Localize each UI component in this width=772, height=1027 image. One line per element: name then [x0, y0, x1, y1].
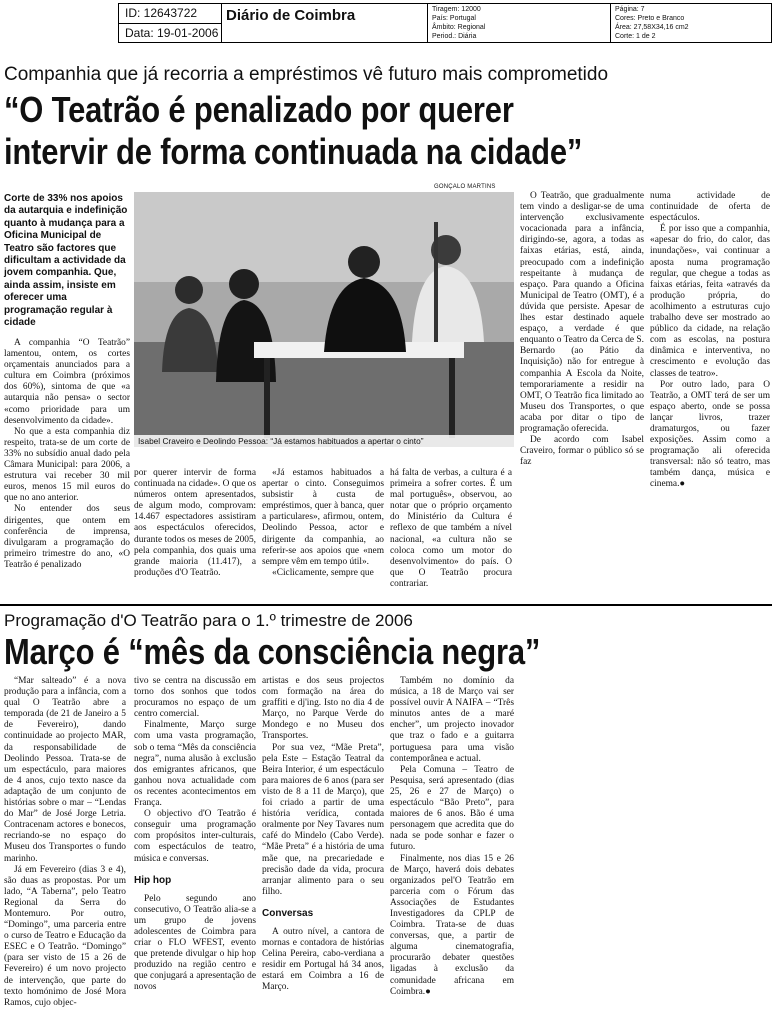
- publication-meta-right: [611, 4, 772, 42]
- meta-line: País: Portugal: [432, 15, 476, 22]
- article1-headline-line2: intervir de forma continuada na cidade”: [4, 131, 583, 172]
- publication-meta-left: [428, 4, 611, 42]
- paragraph: Finalmente, nos dias 15 e 26 de Março, haverá dois debates organizados pel'O Teatrão em parceria com o Fórum das Associações de Estudantes Investigadores da CPLP de Coimbra. Trata-se de duas conversas, que, a partir de alguma cinematografia, procurarão debater questões ligadas à exclusão da comunidade africana em Coimbra.●: [390, 853, 514, 997]
- article1-col3: [262, 468, 384, 579]
- article2-col1: [4, 676, 126, 1009]
- paragraph: É por isso que a companhia, «apesar do frio, do calor, das inundações», vai continuar a aposta numa programação regular, que chegue a todas as faixas etárias, feita «através da produção própria, do acolhimento a estruturas cujo trabalho deve ser mostrado ao público da cidade, na relação com as escolas, na postura dinâmica e interventiva, no crescimento e evolução das classes de teatro».: [650, 224, 770, 379]
- paragraph: O Teatrão, que gradualmente tem vindo a desligar-se de uma intervenção exclusivamente vocacionada para a infância, dirigindo-se, agora, a todas as faixas etárias, está, ainda, preocupado com a indefinição respeitante à mudança de espaço. Para quando a Oficina Municipal de Teatro (OMT), é a dúvida que persiste. Apesar de lhes estar destinado aquele espaço, a verdade é que enquanto o Teatro da Cerca de S. Bernardo (ao Pátio da Inquisição) não for entregue à companhia A Escola da Noite, temporariamente a residir na OMT, O Teatrão fica limitado ao Museu dos Transportes, o que acaba por ditar o tipo de programação oferecida.: [520, 191, 644, 434]
- photo-illustration: [134, 192, 514, 447]
- article1-lead: Corte de 33% nos apoios da autarquia e indefinição quanto à mudança para a Oficina Municipal de Teatro são factores que dificultam a actividade da jovem companhia. Que, ainda assim, insiste em oferecer uma programação regular à cidade: [4, 193, 128, 329]
- paragraph: Por sua vez, “Mãe Preta”, pela Este – Estação Teatral da Beira Interior, é um espectáculo para maiores de 6 anos (para ser visto de 8 a 11 de Março), que foi criado a partir de uma história verídica, contada oralmente por Ney Tavares num café do Mindelo (Cabo Verde). “Mãe Preta” é a história de uma mãe que, na precariedade e precisão dade da vida, procura arranjar alimento para o seu filho.: [262, 742, 384, 897]
- paragraph: “Mar salteado” é a nova produção para a infância, com a qual O Teatrão abre a temporada (de 21 de Janeiro a 5 de Fevereiro), dando continuidade ao projecto MAR, da responsabilidade de Deolindo Pessoa. Trata-se de um espectáculo, para maiores de 4 anos, cujo texto nasce da adaptação de um conjunto de histórias sobre o mar – “Lendas do Mar” de José Jorge Letria. Contracenam actores e bonecos, recriando-se no espaço do Museu dos Transportes o fundo marinho.: [4, 676, 126, 864]
- paragraph: No entender dos seus dirigentes, que ontem em conferência de imprensa, divulgaram a programação do primeiro trimestre do ano, «O Teatrão é penalizado: [4, 504, 130, 570]
- publication-name: Diário de Coimbra: [222, 4, 428, 42]
- meta-line: Página: 7: [615, 6, 645, 13]
- clipping-id: ID: 12643722: [125, 6, 198, 20]
- article1-col5: [520, 191, 644, 468]
- meta-line: Corte: 1 de 2: [615, 33, 656, 40]
- paragraph: «Ciclicamente, sempre que: [272, 567, 374, 578]
- paragraph: Já em Fevereiro (dias 3 e 4), são duas as propostas. Por um lado, “A Taberna”, pelo Teatro Regional da Serra do Montemuro. Por outro, “Domingo”, uma parceria entre o curso de Teatro e Educação da ESEC e O Teatrão. “Domingo” (para ser visto de 15 a 26 de Fevereiro) é um novo projecto de intervenção, que parte do texto homónimo de José Mora Ramos, cujo objec-: [4, 864, 126, 1008]
- paragraph: De acordo com Isabel Craveiro, formar o público só se faz: [520, 435, 644, 468]
- clipping-date: Data: 19-01-2006: [119, 23, 221, 42]
- article2-col4: [390, 676, 514, 998]
- article1-headline-line1: “O Teatrão é penalizado por querer: [4, 89, 514, 130]
- subheading-hip-hop: Hip hop: [134, 874, 172, 886]
- article2-col2: [134, 676, 256, 994]
- paragraph: Finalmente, Março surge com uma vasta programação, sob o tema “Mês da consciência negra”, numa alusão à exclusão dos emigrantes africanos, que ganhou nova actualidade com os recentes acontecimentos em França.: [134, 720, 256, 809]
- article-photo: [134, 192, 514, 447]
- meta-line: Cores: Preto e Branco: [615, 15, 685, 22]
- section-divider: [0, 604, 772, 606]
- meta-line: Âmbito: Regional: [432, 24, 486, 31]
- paragraph: «Já estamos habituados a apertar o cinto. Conseguimos subsistir à custa de empréstimos, quer à banca, quer a particulares», afirmou, ontem, Deolindo Pessoa, actor e dirigente da companhia, ao referir-se aos apoios que «nem sempre vêm em tempo útil».: [262, 468, 384, 567]
- article1-col1: [4, 338, 130, 571]
- paragraph: A outro nível, a cantora de mornas e contadora de histórias Celina Pereira, cabo-verdiana a residir em Portugal há 34 anos, estará em Coimbra a 16 de Março.: [262, 926, 384, 993]
- paragraph: O objectivo d'O Teatrão é conseguir uma programação com propósitos inter-culturais, com espectáculos de teatro, música e conversas.: [134, 809, 256, 864]
- paragraph: Pela Comuna – Teatro de Pesquisa, será apresentado (dias 25, 26 e 27 de Março) o espectáculo “Bão Preto”, para maiores de 6 anos. Bão é uma personagem que acredita que do nada se pode sonhar e fazer o futuro.: [390, 764, 514, 853]
- article2-kicker: Programação d'O Teatrão para o 1.º trimestre de 2006: [4, 611, 413, 630]
- article1-kicker: Companhia que já recorria a empréstimos vê futuro mais comprometido: [4, 64, 609, 85]
- paragraph: Pelo segundo ano consecutivo, O Teatrão alia-se a um grupo de jovens adolescentes de Coimbra para criar o FLO WFEST, evento que pretende divulgar o hip hop produzido na região centro e que conjugará a apresentação de novos: [134, 893, 256, 993]
- paragraph: Por outro lado, para O Teatrão, a OMT terá de ser um espaço aberto, onde se possa lançar livros, trazer dramaturgos, ou fazer exposições. Assim como a programação ali oferecida transversal: não só teatro, mas também dança, música e cinema.●: [650, 379, 770, 490]
- article2-col3: [262, 676, 384, 994]
- article1-col4: [390, 468, 512, 590]
- paragraph: artistas e dos seus projectos com formação na área do graffiti e dj'ing. Isto no dia 4 de Março, no Parque Verde do Mondego e no Museu dos Transportes.: [262, 676, 384, 742]
- clipping-id-block: [119, 4, 222, 42]
- paragraph: numa actividade de continuidade de oferta de espectáculos.: [650, 191, 770, 224]
- subheading-conversas: Conversas: [262, 907, 314, 919]
- paragraph: No que a esta companhia diz respeito, trata-se de um corte de 33% no subsídio anual dado pela Câmara Municipal: para 2006, a estrutura vai receber 30 mil euros, menos 15 mil euros do que no ano anterior.: [4, 426, 130, 504]
- meta-line: Period.: Diária: [432, 33, 477, 40]
- photo-caption: Isabel Craveiro e Deolindo Pessoa: “Já estamos habituados a apertar o cinto”: [134, 435, 514, 447]
- photo-credit: GONÇALO MARTINS: [434, 184, 496, 190]
- paragraph: há falta de verbas, a cultura é a primeira a sofrer cortes. É um mal português», observou, ao notar que o próprio orçamento do Ministério da Cultura é reflexo de que também a nível nacional, «a cultura não se coloca como um motor do desenvolvimento» do país. O que O Teatrão procura contrariar.: [390, 468, 512, 589]
- paragraph: Também no domínio da música, a 18 de Março vai ser possível ouvir A NAIFA – “Três minutos antes de a maré encher”, um projecto inovador que traz o fado e a guitarra portuguesa para uma visão contemporânea e actual.: [390, 676, 514, 764]
- article1-col6: [650, 191, 770, 491]
- paragraph: tivo se centra na discussão em torno dos sonhos que todos procuramos no espaço de um centro comercial.: [134, 676, 256, 720]
- article2-headline: Março é “mês da consciência negra”: [4, 631, 541, 672]
- paragraph: A companhia “O Teatrão” lamentou, ontem, os cortes orçamentais anunciados para a cultura em Coimbra (próximos dos 60%), sintoma de que «a autarquia não pensa» o sector «como prioridade para um desenvolvimento da cidade».: [4, 338, 130, 426]
- meta-line: Área: 27,58X34,16 cm2: [615, 24, 689, 31]
- article1-col2: [134, 468, 256, 579]
- clipping-header: [118, 3, 772, 43]
- paragraph: por querer intervir de forma continuada na cidade». O que os números ontem apresentados, de algum modo, comprovam: 14.467 espectadores assistiram aos espectáculos oferecidos, durante todos os meses de 2005, pela companhia, dos quais uma grande maioria (11.417), a produções d'O Teatrão.: [134, 468, 256, 578]
- meta-line: Tiragem: 12000: [432, 6, 481, 13]
